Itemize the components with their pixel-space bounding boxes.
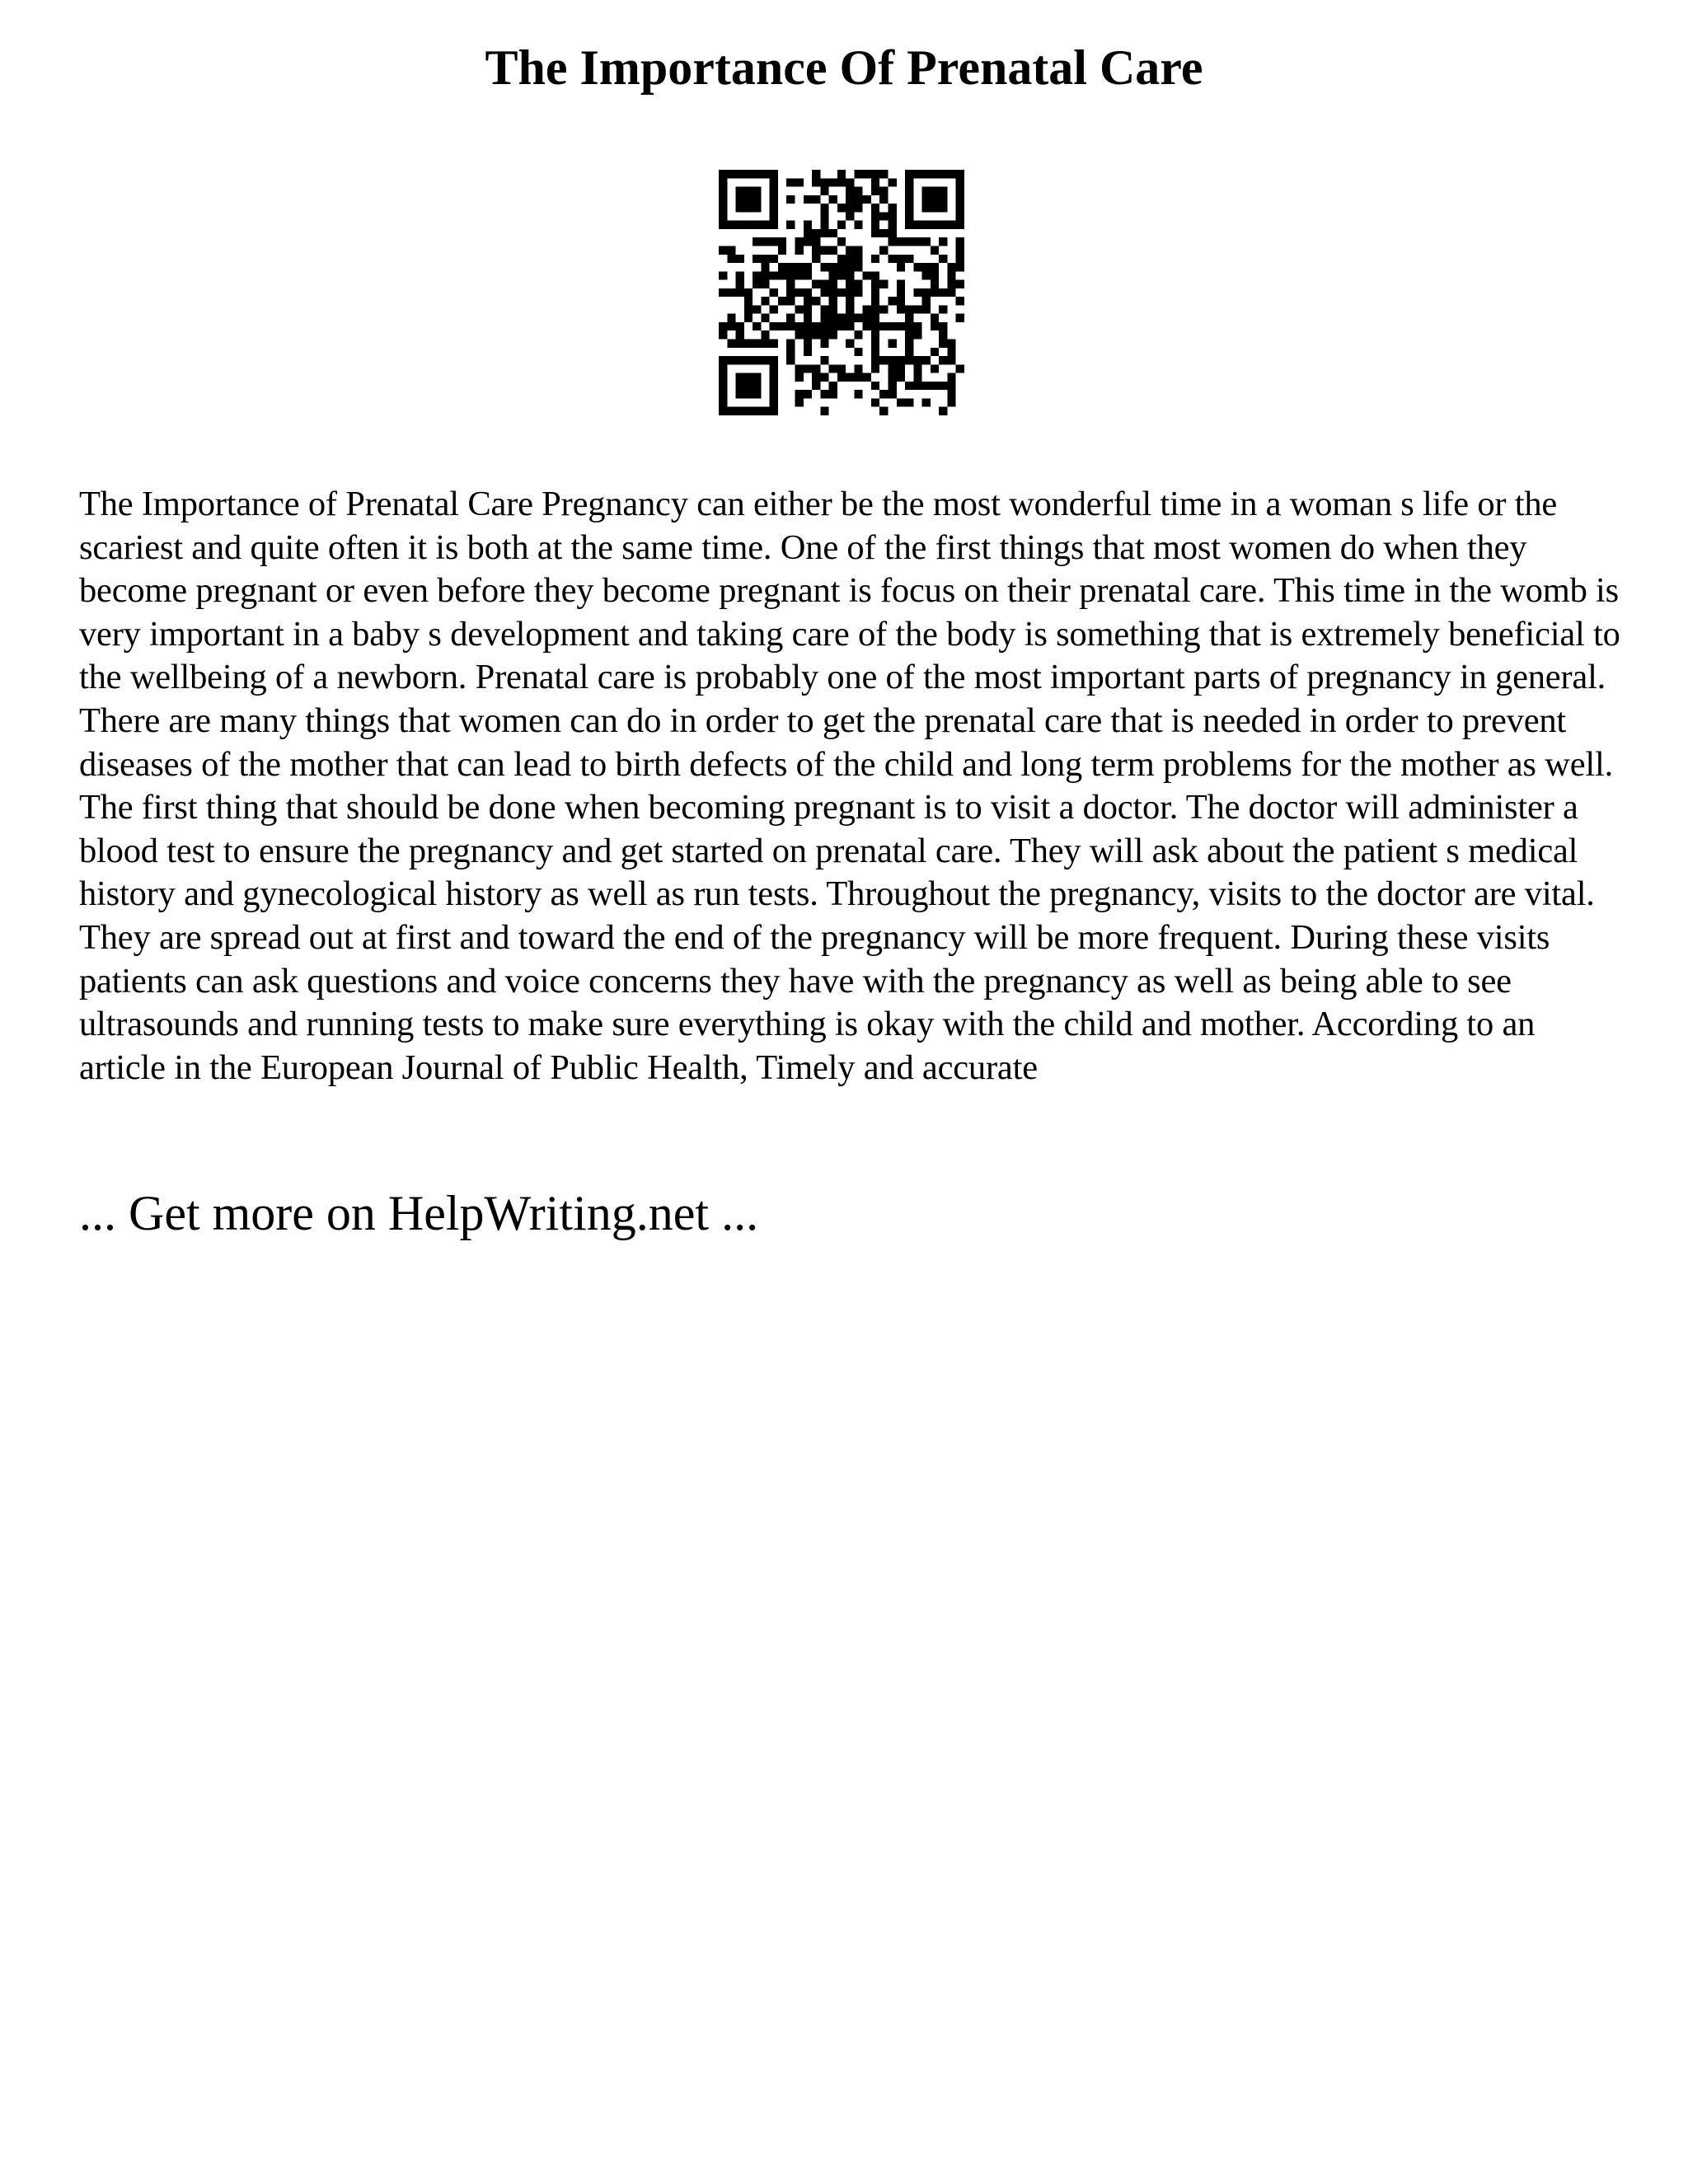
page-title: The Importance Of Prenatal Care bbox=[485, 40, 1203, 95]
body-paragraph: The Importance of Prenatal Care Pregnancy can either be the most wonderful time in a woman s life or the scariest and quite often it is both at the same time. One of the first things that most women do when they become pregnant or even before they become pregnant is focus on their prenatal care. This time in the womb is very important in a baby s development and taking care of the body is something that is extremely beneficial to the wellbeing of a newborn. Prenatal care is probably one of the most important parts of pregnancy in general. There are many things that women can do in order to get the prenatal care that is needed in order to prevent diseases of the mother that can lead to birth defects of the child and long term problems for the mother as well. The first thing that should be done when becoming pregnant is to visit a doctor. The doctor will administer a blood test to ensure the pregnancy and get started on prenatal care. They will ask about the patient s medical history and gynecological history as well as run tests. Throughout the pregnancy, visits to the doctor are vital. They are spread out at first and toward the end of the pregnancy will be more frequent. During these visits patients can ask questions and voice concerns they have with the pregnancy as well as being able to see ultrasounds and running tests to make sure everything is okay with the child and mother. According to an article in the European Journal of Public Health, Timely and accurate bbox=[79, 485, 1620, 1087]
get-more-link[interactable]: ... Get more on HelpWriting.net ... bbox=[79, 1186, 759, 1240]
qr-code-icon bbox=[719, 170, 964, 415]
